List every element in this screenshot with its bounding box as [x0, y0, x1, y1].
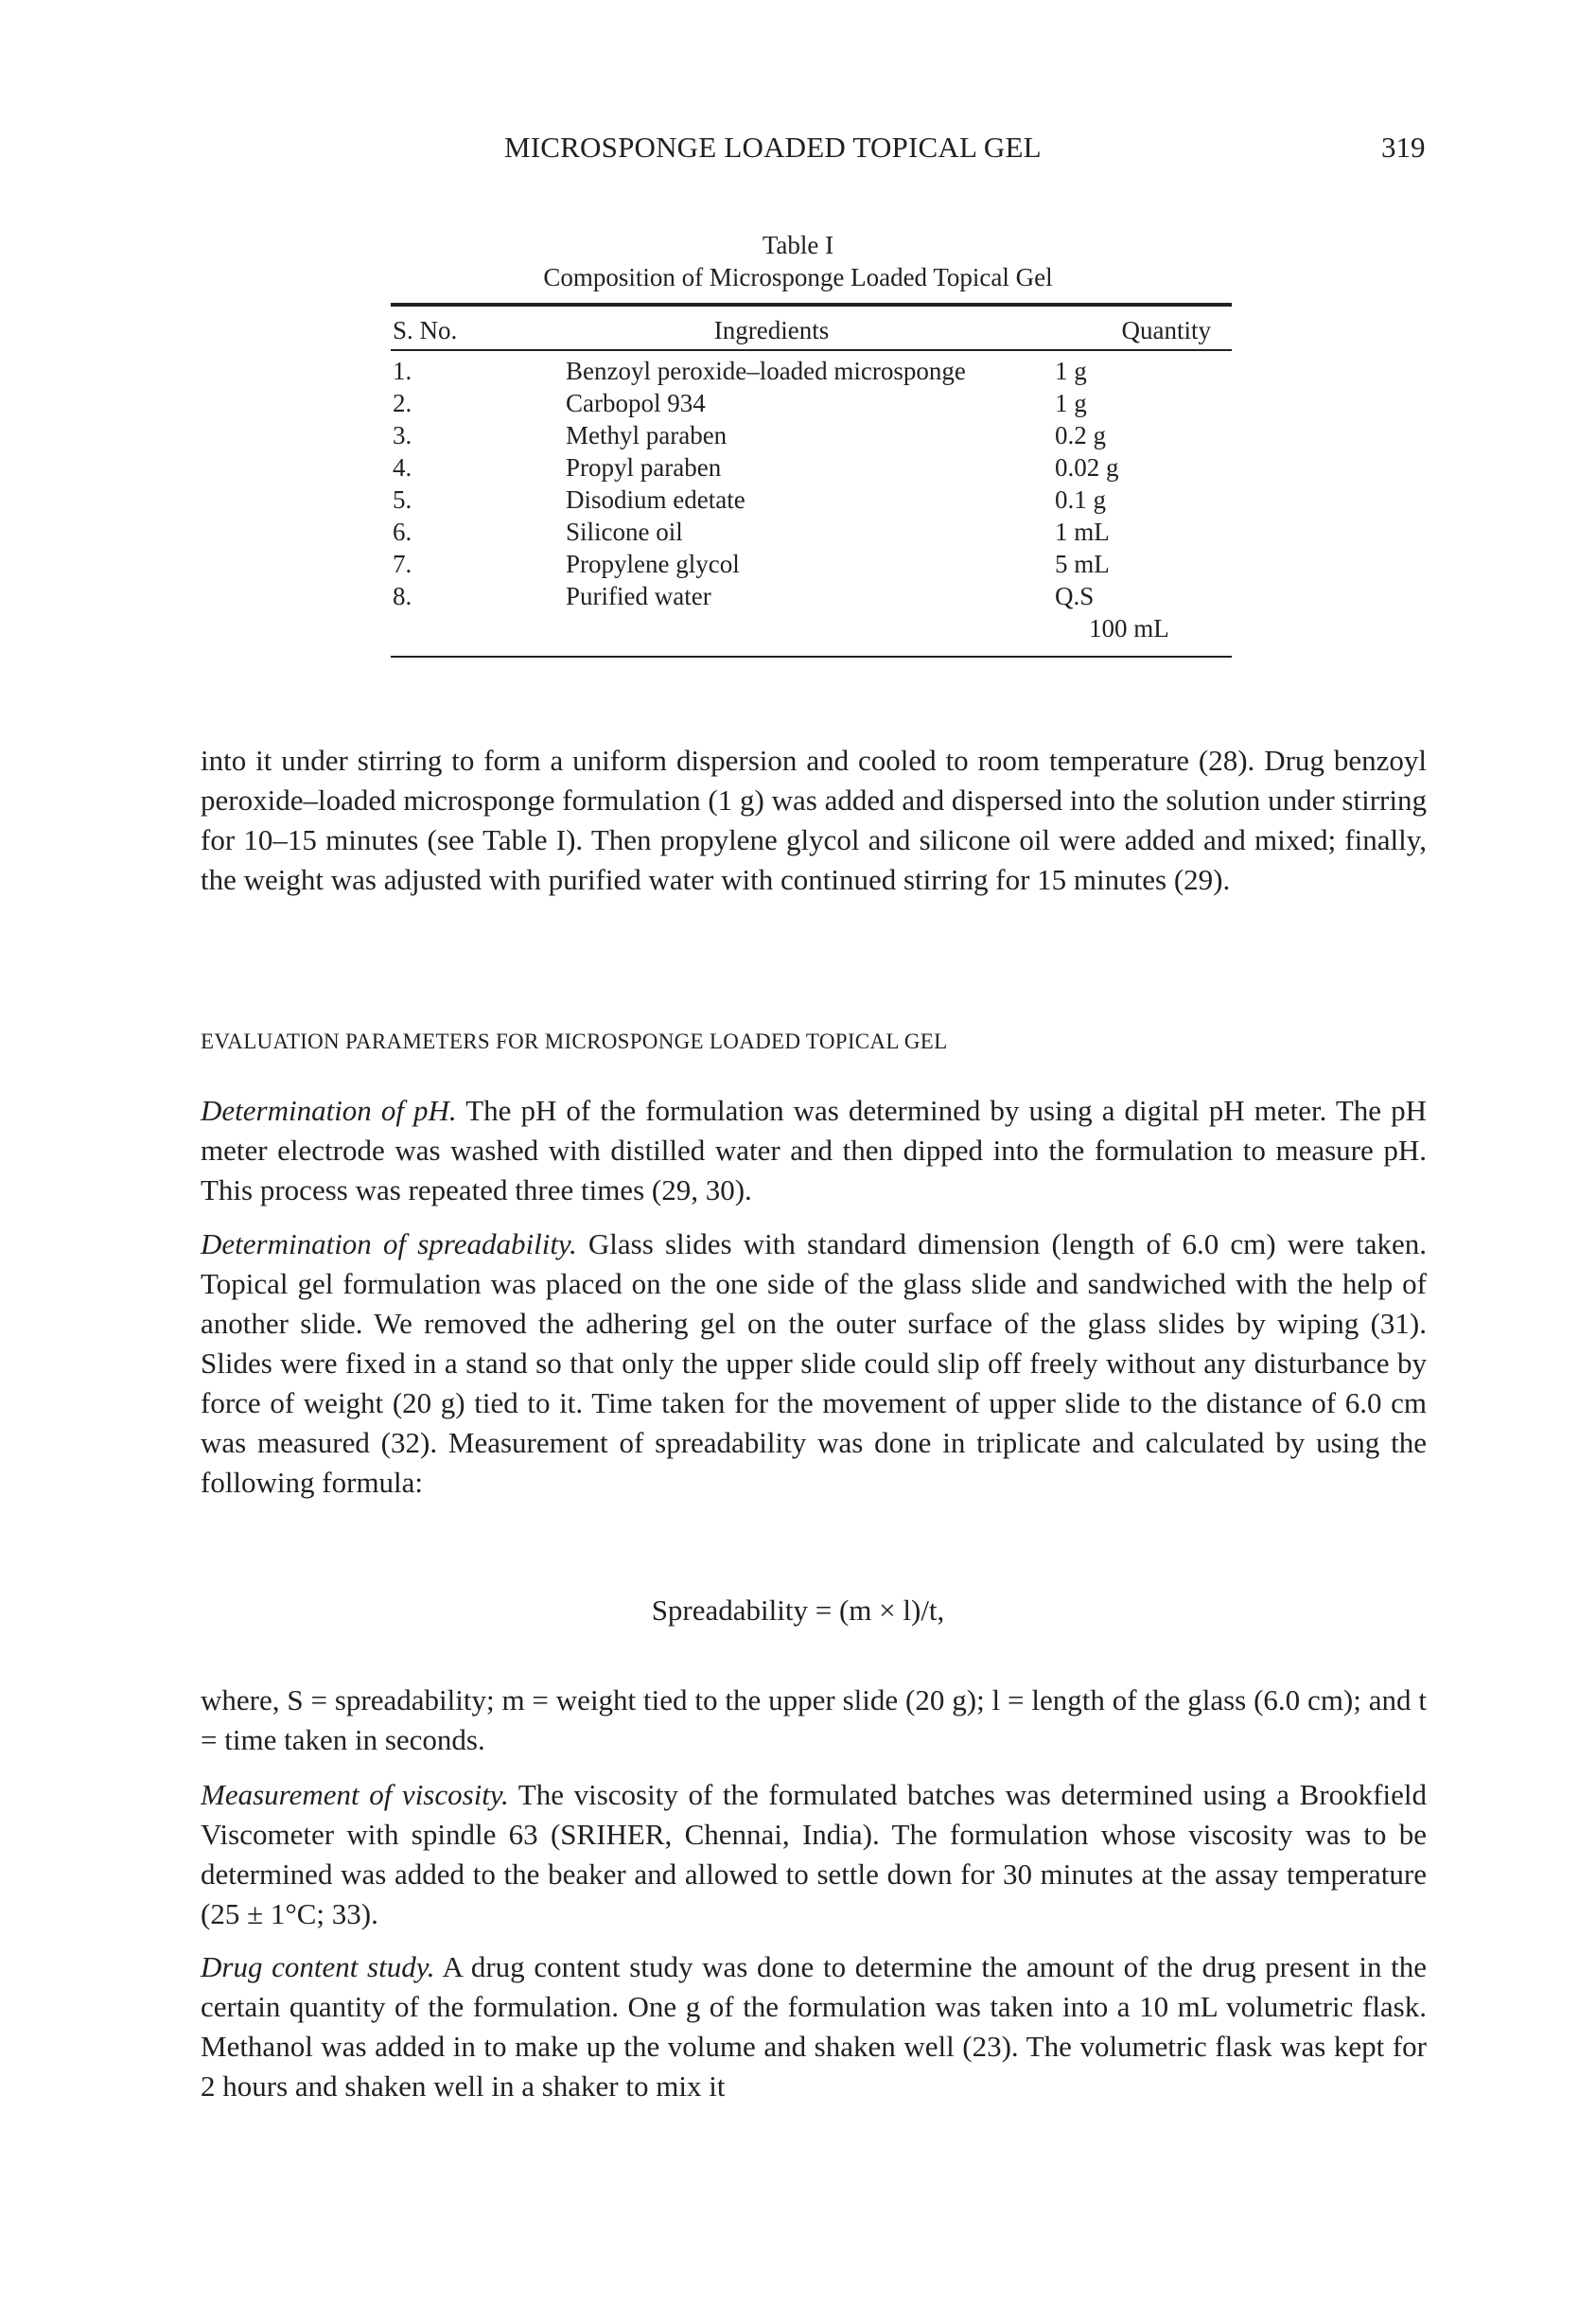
cell-sno: 6. — [393, 518, 412, 546]
cell-quantity: 1 mL — [1055, 518, 1110, 546]
paragraph-viscosity — [201, 1775, 1427, 1934]
cell-ingredient: Propyl paraben — [566, 453, 722, 482]
paragraph-text: A drug content study was done to determine the amount of the drug present in the certain quantity of the formulation. One g of the formulation was taken into a 10 mL volumetric flask. Methanol was added in to make up the volume and shaken well (23). The volumetric flask was kept for 2 hours and shaken well in a shaker to mix it — [201, 1950, 1427, 2103]
table-row — [391, 516, 1232, 548]
table-row — [391, 451, 1232, 484]
cell-ingredient: Disodium edetate — [566, 485, 745, 514]
table-caption: Composition of Microsponge Loaded Topical Gel — [543, 263, 1053, 291]
paragraph-text: The viscosity of the formulated batches was determined using a Brookfield Viscometer with spindle 63 (SRIHER, Chennai, India). The formulation whose viscosity was to be determined was added to the beaker and allowed to settle down for 30 minutes at the assay temperature (25 ± 1°C; 33). — [201, 1778, 1427, 1930]
paragraph-text: The pH of the formulation was determined by using a digital pH meter. The pH meter electrode was washed with distilled water and then dipped into the formulation to measure pH. This process was repeated three times (29, 30). — [201, 1094, 1427, 1206]
composition-table — [391, 303, 1232, 658]
paragraph-drug-content — [201, 1947, 1427, 2106]
spreadability-formula: Spreadability = (m × l)/t, — [651, 1593, 945, 1627]
cell-quantity-total: 100 mL — [1089, 614, 1169, 643]
table-row — [391, 350, 1232, 387]
running-head: MICROSPONGE LOADED TOPICAL GEL — [504, 131, 1042, 164]
cell-sno: 1. — [393, 357, 412, 385]
cell-quantity: 1 g — [1055, 357, 1087, 385]
run-in-heading: Drug content study. — [201, 1950, 435, 1983]
column-header-sno: S. No. — [391, 305, 566, 350]
page-number: 319 — [1381, 131, 1426, 164]
paragraph-text: Glass slides with standard dimension (length of 6.0 cm) were taken. Topical gel formulation was placed on the one side of the glass slide and sandwiched with the help of another slide. We removed the adhering gel on the outer surface of the glass slides by wiping (31). Slides were fixed in a stand so that only the upper slide could slip off freely without any disturbance by force of weight (20 g) tied to it. Time taken for the movement of upper slide to the distance of 6.0 cm was measured (32). Measurement of spreadability was done in triplicate and calculated by using the following formula: — [201, 1227, 1427, 1499]
cell-sno: 7. — [393, 550, 412, 578]
table-row — [391, 387, 1232, 419]
table-row — [391, 580, 1232, 657]
cell-quantity: 1 g — [1055, 389, 1087, 417]
cell-sno: 4. — [393, 453, 412, 482]
table-row — [391, 548, 1232, 580]
cell-quantity-main: Q.S — [1055, 582, 1095, 610]
run-in-heading: Measurement of viscosity. — [201, 1778, 509, 1811]
continuation-paragraph: into it under stirring to form a uniform dispersion and cooled to room temperature (28). Drug benzoyl peroxide–loaded microsponge formulation (1 g) was added and dispersed into the solution under stirring for 10–15 minutes (see Table I). Then propylene glycol and silicone oil were added and mixed; finally, the weight was adjusted with purified water with continued stirring for 15 minutes (29). — [201, 744, 1427, 896]
cell-sno: 8. — [391, 580, 566, 657]
column-header-quantity: Quantity — [1034, 305, 1232, 350]
paragraph-spreadability — [201, 1224, 1427, 1503]
cell-quantity — [1034, 580, 1232, 657]
cell-ingredient: Carbopol 934 — [566, 389, 706, 417]
cell-ingredient: Silicone oil — [566, 518, 683, 546]
table-row — [391, 484, 1232, 516]
cell-sno: 3. — [393, 421, 412, 449]
cell-quantity: 0.1 g — [1055, 485, 1106, 514]
cell-quantity: 5 mL — [1055, 550, 1110, 578]
section-heading: EVALUATION PARAMETERS FOR MICROSPONGE LOADED TOPICAL GEL — [201, 1030, 948, 1053]
column-header-ingredients: Ingredients — [566, 305, 1034, 350]
cell-quantity: 0.2 g — [1055, 421, 1106, 449]
cell-ingredient: Benzoyl peroxide–loaded microsponge — [566, 357, 966, 385]
table-label: Table I — [762, 231, 834, 259]
run-in-heading: Determination of spreadability. — [201, 1227, 577, 1260]
cell-quantity: 0.02 g — [1055, 453, 1119, 482]
cell-ingredient: Purified water — [566, 580, 1034, 657]
formula-definition: where, S = spreadability; m = weight tied to the upper slide (20 g); l = length of the glass (6.0 cm); and t = time taken in seconds. — [201, 1683, 1427, 1756]
cell-sno: 2. — [393, 389, 412, 417]
cell-ingredient: Propylene glycol — [566, 550, 740, 578]
table-row — [391, 419, 1232, 451]
table-header-row — [391, 305, 1232, 350]
cell-ingredient: Methyl paraben — [566, 421, 728, 449]
cell-sno: 5. — [393, 485, 412, 514]
paragraph-ph — [201, 1091, 1427, 1210]
run-in-heading: Determination of pH. — [201, 1094, 457, 1127]
